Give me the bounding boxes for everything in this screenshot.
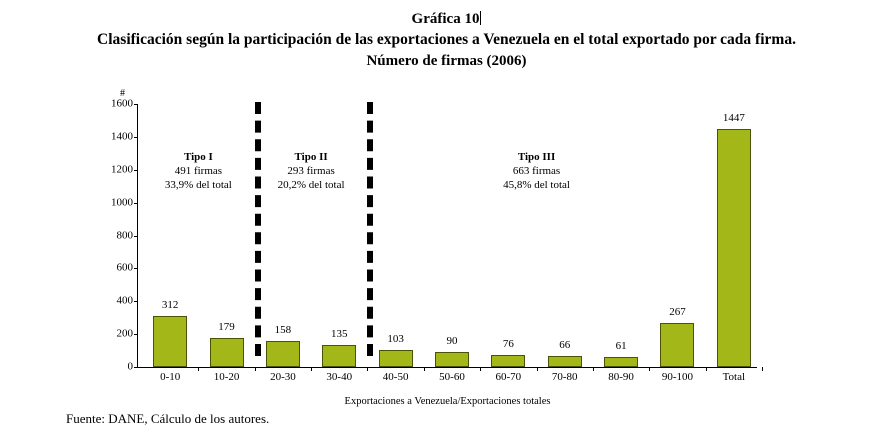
y-tick-label: 1000: [111, 196, 133, 209]
x-tick-mark: [480, 367, 481, 371]
y-tick-label: 200: [116, 327, 133, 340]
x-tick-mark: [593, 367, 594, 371]
group-name: Tipo I: [183, 151, 213, 163]
x-tick-label: 50-60: [439, 371, 465, 383]
group-name: Tipo III: [517, 151, 556, 163]
bar-value-label: 90: [446, 335, 458, 348]
bar-80-90: [604, 357, 638, 367]
group-divider: [367, 102, 373, 356]
bar-value-label: 158: [274, 324, 292, 337]
y-tick-label: 1600: [111, 97, 133, 110]
bar-0-10: [153, 316, 187, 367]
x-tick-mark: [424, 367, 425, 371]
y-tick-label: 400: [116, 294, 133, 307]
bar-70-80: [548, 356, 582, 367]
y-tick-label: 1400: [111, 130, 133, 143]
source-note: Fuente: DANE, Cálculo de los autores.: [66, 411, 270, 426]
x-tick-label: 20-30: [270, 371, 296, 383]
group-firms: 663 firmas: [512, 165, 561, 177]
group-annotation-2: [231, 150, 391, 192]
group-name: Tipo II: [294, 151, 328, 163]
x-tick-mark: [367, 367, 368, 371]
x-tick-mark: [537, 367, 538, 371]
bar-value-label: 76: [502, 337, 514, 350]
x-tick-mark: [255, 367, 256, 371]
x-tick-label: 80-90: [608, 371, 634, 383]
y-tick-label: 600: [116, 261, 133, 274]
bar-value-label: 267: [669, 306, 686, 319]
x-tick-mark: [762, 367, 763, 371]
figure-number: [0, 10, 893, 29]
x-tick-label: 40-50: [382, 371, 409, 383]
y-tick-mark: [134, 301, 138, 302]
bar-20-30: [266, 341, 300, 367]
bar-40-50: [379, 350, 413, 367]
group-firms: 491 firmas: [174, 165, 223, 177]
figure-number-text: Gráfica 10: [411, 11, 480, 27]
y-tick-label: 800: [116, 229, 133, 241]
group-annotation-3: [457, 150, 617, 192]
y-tick-label: 1200: [111, 163, 133, 176]
plot-area: [111, 97, 757, 407]
bar-value-label: 66: [559, 339, 571, 352]
x-tick-mark: [198, 367, 199, 371]
figure-title: Clasificación según la participación de las exportaciones a Venezuela en el total exportado por cada firma.: [97, 31, 796, 48]
group-firms: 293 firmas: [287, 165, 335, 177]
x-tick-mark: [311, 367, 312, 371]
title-block: [0, 10, 893, 71]
x-tick-label: 30-40: [326, 371, 353, 383]
x-tick-label: Total: [722, 371, 746, 383]
bar-value-label: 103: [387, 333, 404, 346]
y-tick-label: 0: [127, 360, 133, 373]
bar-Total: [717, 129, 751, 367]
bar-60-70: [491, 355, 525, 367]
x-tick-label: 0-10: [160, 371, 181, 383]
bar-90-100: [660, 323, 694, 367]
figure-subtitle: Número de firmas (2006): [366, 53, 527, 69]
x-tick-mark: [706, 367, 707, 371]
bar-30-40: [322, 345, 356, 367]
y-tick-mark: [134, 137, 138, 138]
y-tick-mark: [134, 236, 138, 237]
y-axis-unit-label: #: [120, 88, 125, 99]
group-divider: [255, 102, 261, 356]
bars-container: [138, 104, 757, 367]
bar-value-label: 135: [331, 327, 348, 340]
x-tick-label: 60-70: [495, 371, 522, 383]
y-tick-mark: [134, 334, 138, 335]
bar-50-60: [435, 352, 469, 367]
x-axis-title: Exportaciones a Venezuela/Exportaciones totales: [344, 396, 551, 407]
x-tick-label: 90-100: [661, 371, 694, 383]
x-tick-mark: [649, 367, 650, 371]
bar-value-label: 61: [615, 339, 627, 352]
bar-value-label: 179: [218, 320, 235, 333]
y-tick-mark: [134, 268, 138, 269]
group-share: 33,9% del total: [164, 179, 232, 191]
bar-value-label: 1447: [722, 112, 745, 125]
x-tick-label: 10-20: [213, 371, 240, 383]
x-tick-label: 70-80: [551, 371, 578, 383]
y-tick-mark: [134, 203, 138, 204]
y-tick-mark: [134, 367, 138, 368]
group-share: 20,2% del total: [277, 179, 345, 191]
y-tick-mark: [134, 104, 138, 105]
bar-10-20: [210, 338, 244, 367]
group-share: 45,8% del total: [503, 179, 570, 191]
bar-value-label: 312: [161, 298, 179, 311]
text-caret: [480, 11, 481, 25]
